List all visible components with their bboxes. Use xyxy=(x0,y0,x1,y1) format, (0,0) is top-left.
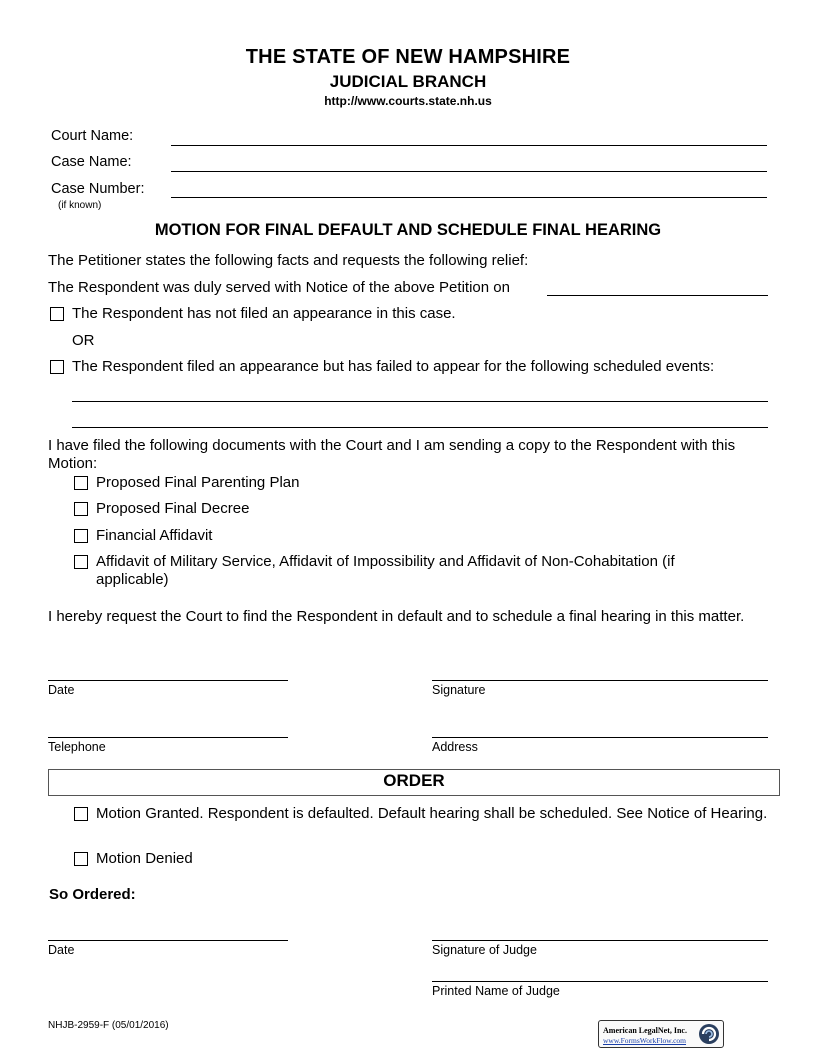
failed-appear-checkbox[interactable] xyxy=(50,360,64,374)
request-text: I hereby request the Court to find the Respondent in default and to schedule a final hearing in this matter. xyxy=(48,608,745,625)
judge-name-label: Printed Name of Judge xyxy=(432,984,560,998)
events-line-2[interactable] xyxy=(72,427,768,428)
address-field[interactable] xyxy=(432,737,768,738)
final-decree-checkbox[interactable] xyxy=(74,502,88,516)
documents-intro: I have filed the following documents with the Court and I am sending a copy to the Respondent with this Motion: xyxy=(48,437,736,472)
court-url[interactable]: http://www.courts.state.nh.us xyxy=(324,94,492,108)
signature-label: Signature xyxy=(432,683,486,697)
financial-affidavit-checkbox[interactable] xyxy=(74,529,88,543)
date-field[interactable] xyxy=(48,680,288,681)
date-label: Date xyxy=(48,683,75,697)
telephone-label: Telephone xyxy=(48,740,106,754)
case-number-field[interactable] xyxy=(171,197,767,198)
parenting-plan-label: Proposed Final Parenting Plan xyxy=(96,474,300,491)
court-name-field[interactable] xyxy=(171,145,767,146)
order-heading: ORDER xyxy=(48,769,780,796)
case-number-label: Case Number: xyxy=(51,181,145,197)
order-date-field[interactable] xyxy=(48,940,288,941)
judge-name-field[interactable] xyxy=(432,981,768,982)
failed-appear-label: The Respondent filed an appearance but has failed to appear for the following scheduled events: xyxy=(72,358,715,375)
military-affidavit-label: Affidavit of Military Service, Affidavit of Impossibility and Affidavit of Non-Cohabitation (if applicable) xyxy=(96,553,675,588)
form-title: MOTION FOR FINAL DEFAULT AND SCHEDULE FINAL HEARING xyxy=(154,221,662,239)
form-id: NHJB-2959-F (05/01/2016) xyxy=(48,1020,169,1031)
intro-text: The Petitioner states the following facts and requests the following relief: xyxy=(48,252,529,269)
signature-field[interactable] xyxy=(432,680,768,681)
state-heading: THE STATE OF NEW HAMPSHIRE xyxy=(245,46,571,68)
judge-signature-label: Signature of Judge xyxy=(432,943,537,957)
logo-url[interactable]: www.FormsWorkFlow.com xyxy=(603,1036,687,1045)
address-label: Address xyxy=(432,740,478,754)
court-name-label: Court Name: xyxy=(51,128,134,144)
legalnet-logo[interactable] xyxy=(598,1020,724,1048)
events-line-1[interactable] xyxy=(72,401,768,402)
served-date-field[interactable] xyxy=(547,295,768,296)
so-ordered: So Ordered: xyxy=(49,886,136,903)
motion-denied-checkbox[interactable] xyxy=(74,852,88,866)
military-affidavit-checkbox[interactable] xyxy=(74,555,88,569)
case-name-field[interactable] xyxy=(171,171,767,172)
case-name-label: Case Name: xyxy=(51,154,132,170)
telephone-field[interactable] xyxy=(48,737,288,738)
financial-affidavit-label: Financial Affidavit xyxy=(96,527,213,544)
order-date-label: Date xyxy=(48,943,75,957)
not-filed-checkbox[interactable] xyxy=(50,307,64,321)
parenting-plan-checkbox[interactable] xyxy=(74,476,88,490)
branch-heading: JUDICIAL BRANCH xyxy=(329,72,487,91)
motion-granted-label: Motion Granted. Respondent is defaulted. Default hearing shall be scheduled. See Notice of Hearing. xyxy=(96,805,768,822)
globe-icon xyxy=(698,1023,720,1045)
served-text: The Respondent was duly served with Notice of the above Petition on xyxy=(48,279,510,296)
or-text: OR xyxy=(72,332,95,349)
logo-name: American LegalNet, Inc. xyxy=(603,1026,687,1035)
judge-signature-field[interactable] xyxy=(432,940,768,941)
motion-denied-label: Motion Denied xyxy=(96,850,193,867)
case-number-note: (if known) xyxy=(58,200,102,211)
final-decree-label: Proposed Final Decree xyxy=(96,500,250,517)
motion-granted-checkbox[interactable] xyxy=(74,807,88,821)
not-filed-label: The Respondent has not filed an appearance in this case. xyxy=(72,305,456,322)
